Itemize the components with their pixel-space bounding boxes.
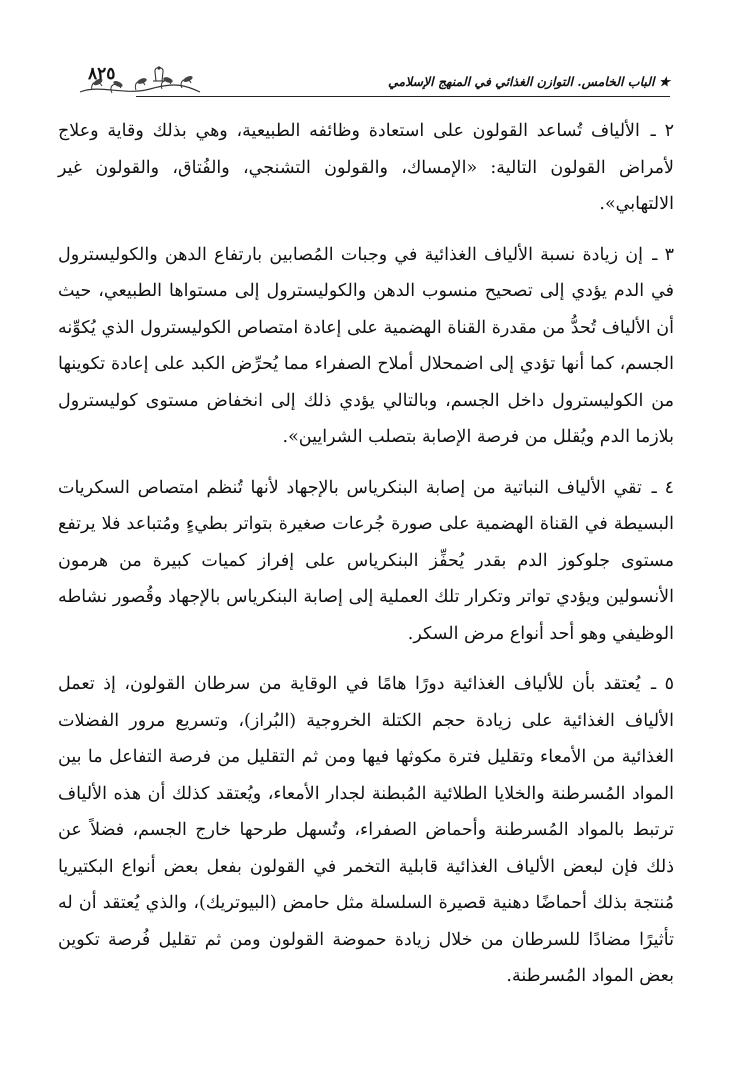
paragraph-2 bbox=[58, 113, 674, 223]
paragraph-number: ٣ ـ bbox=[652, 244, 674, 265]
paragraph-4 bbox=[58, 470, 674, 653]
paragraph-number: ٥ ـ bbox=[650, 674, 674, 694]
running-header bbox=[70, 62, 670, 98]
paragraph-number: ٤ ـ bbox=[651, 477, 674, 498]
header-title: ★ الباب الخامس. التوازن الغذائي في المنهج الإسلامي bbox=[387, 74, 670, 89]
header-divider bbox=[136, 96, 670, 97]
paragraph-text: يُعتقد بأن للألياف الغذائية دورًا هامًا في الوقاية من سرطان القولون، إذ تعمل الألياف الغذائية على زيادة حجم الكتلة الخروجية (البُراز)، وتسريع مرور الفضلات الغذائية من الأمعاء وتقليل فترة مكوثها فيها ومن ثم التقليل من فرصة التفاعل ما بين المواد المُسرطنة والخلايا الطلائية المُبطنة لجدار الأمعاء، ويُعتقد كذلك أن هذه الألياف ترتبط بالمواد المُسرطنة وأحماض الصفراء، وتُسهل طرحها خارج الجسم، فضلاً عن ذلك فإن لبعض الألياف الغذائية قابلية التخمر في القولون بفعل بعض أنواع البكتيريا مُنتجة بذلك أحماضًا دهنية قصيرة السلسلة مثل حامض (البيوتريك)، والذي يُعتقد أن له تأثيرًا مضادًا للسرطان من خلال زيادة حموضة القولون ومن ثم تقليل فُرصة تكوين بعض المواد المُسرطنة. bbox=[58, 674, 674, 986]
paragraph-5 bbox=[58, 666, 674, 995]
paragraph-text: تقي الألياف النباتية من إصابة البنكرياس بالإجهاد لأنها تُنظم امتصاص السكريات البسيطة في القناة الهضمية على صورة جُرعات صغيرة بتواتر بطيءٍ ومُتباعد فلا يرتفع مستوى جلوكوز الدم بقدر يُحفِّز البنكرياس على إفراز كميات كبيرة من هرمون الأنسولين ويؤدي تواتر وتكرار تلك العملية إلى إصابة البنكرياس بالإجهاد وقُصور نشاطه الوظيفي وهو أحد أنواع مرض السكر. bbox=[58, 477, 674, 644]
paragraph-3 bbox=[58, 237, 674, 456]
paragraph-text: إن زيادة نسبة الألياف الغذائية في وجبات المُصابين بارتفاع الدهن والكوليسترول في الدم يؤدي إلى تصحيح منسوب الدهن والكوليسترول إلى مستواها الطبيعي، حيث أن الألياف تُحدُّ من مقدرة القناة الهضمية على إعادة امتصاص الكوليسترول الذي يُكوِّنه الجسم، كما أنها تؤدي إلى اضمحلال أملاح الصفراء مما يُحرِّض الكبد على إعادة تكوينها من الكوليسترول داخل الجسم، وبالتالي يؤدي ذلك إلى انخفاض مستوى كوليسترول بلازما الدم ويُقلل من فرصة الإصابة بتصلب الشرايين». bbox=[58, 244, 674, 447]
paragraph-text: الألياف تُساعد القولون على استعادة وظائفه الطبيعية، وهي بذلك وقاية وعلاج لأمراض القولون التالية: «الإمساك، والقولون التشنجي، والفُتاق، والقولون غير الالتهابي». bbox=[58, 121, 674, 214]
page-body bbox=[58, 113, 674, 1009]
paragraph-number: ٢ ـ bbox=[650, 121, 674, 141]
page-number: ٨٢٥ bbox=[88, 64, 116, 84]
